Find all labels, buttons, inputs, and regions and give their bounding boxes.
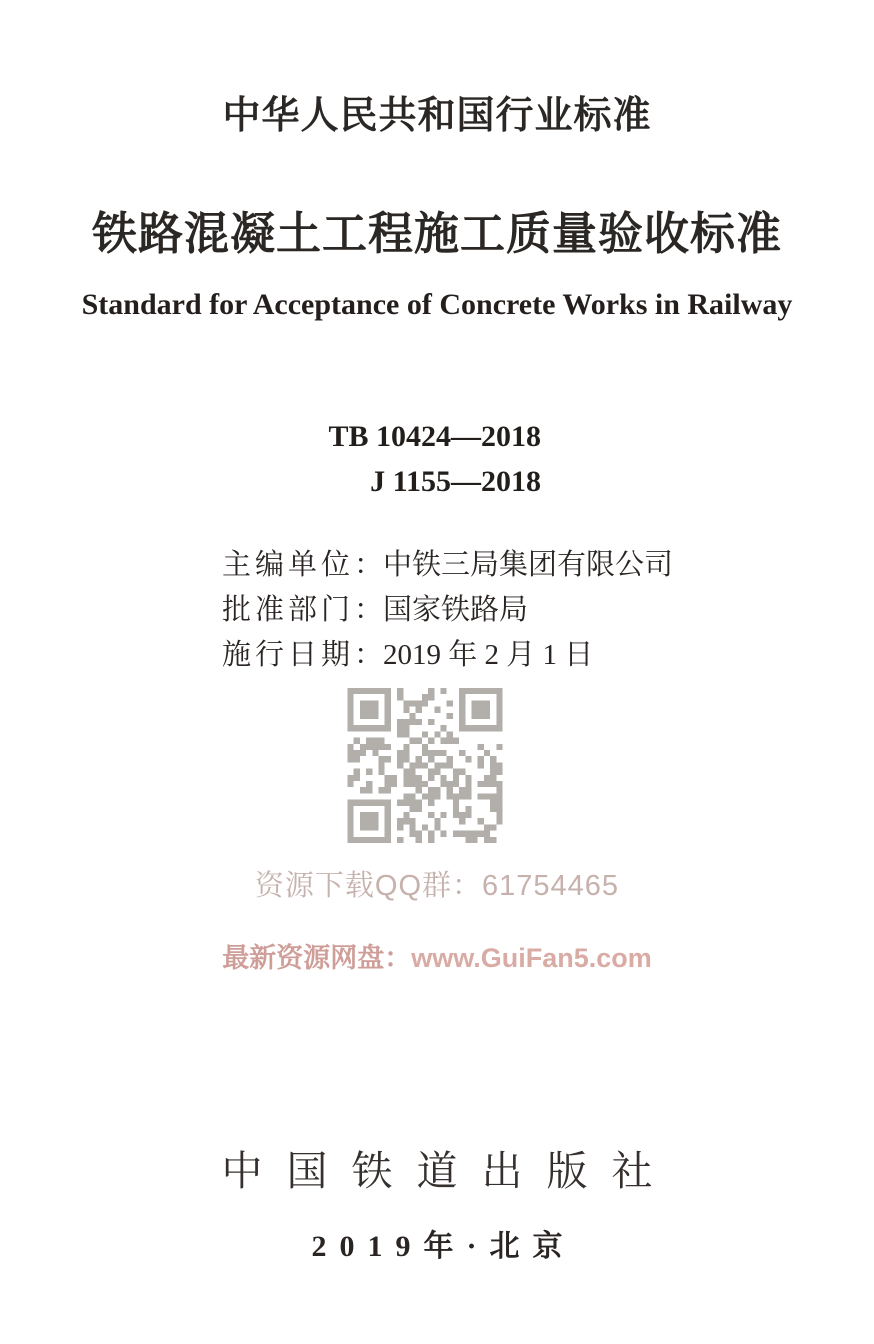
approval-department-label: 批准部门 [222, 594, 355, 626]
edition-year-city: 2019年·北京 [311, 1230, 576, 1263]
chief-editor-value: 中铁三局集团有限公司 [383, 549, 674, 581]
effective-date-colon: ： [354, 639, 384, 671]
qr-code [347, 688, 503, 843]
effective-date-value: 2019 年 2 月 1 日 [383, 639, 594, 671]
chief-editor-colon: ： [354, 549, 384, 581]
watermark-site-url: www.GuiFan5.com [411, 943, 652, 973]
chief-editor-row [222, 543, 673, 588]
publication-info-block [222, 543, 673, 678]
watermark-site-label: 最新资源网盘： [222, 943, 412, 973]
watermark-site [0, 936, 874, 975]
document-title-english: Standard for Acceptance of Concrete Works in Railway [81, 288, 793, 321]
document-title-chinese: 铁路混凝土工程施工质量验收标准 [91, 208, 782, 259]
standard-number-primary: TB 10424—2018 [328, 420, 541, 453]
publisher-name: 中国铁道出版社 [221, 1148, 677, 1194]
chief-editor-label: 主编单位 [222, 549, 355, 581]
effective-date-label: 施行日期 [222, 639, 355, 671]
standard-category-title: 中华人民共和国行业标准 [222, 95, 652, 137]
standard-number-secondary: J 1155—2018 [370, 465, 541, 498]
effective-date-row [222, 633, 673, 678]
watermark-qq-group: 资源下载QQ群：61754465 [254, 870, 620, 902]
approval-department-row [222, 588, 673, 633]
approval-department-colon: ： [354, 594, 384, 626]
standard-number-block [328, 414, 541, 504]
approval-department-value: 国家铁路局 [383, 594, 529, 626]
